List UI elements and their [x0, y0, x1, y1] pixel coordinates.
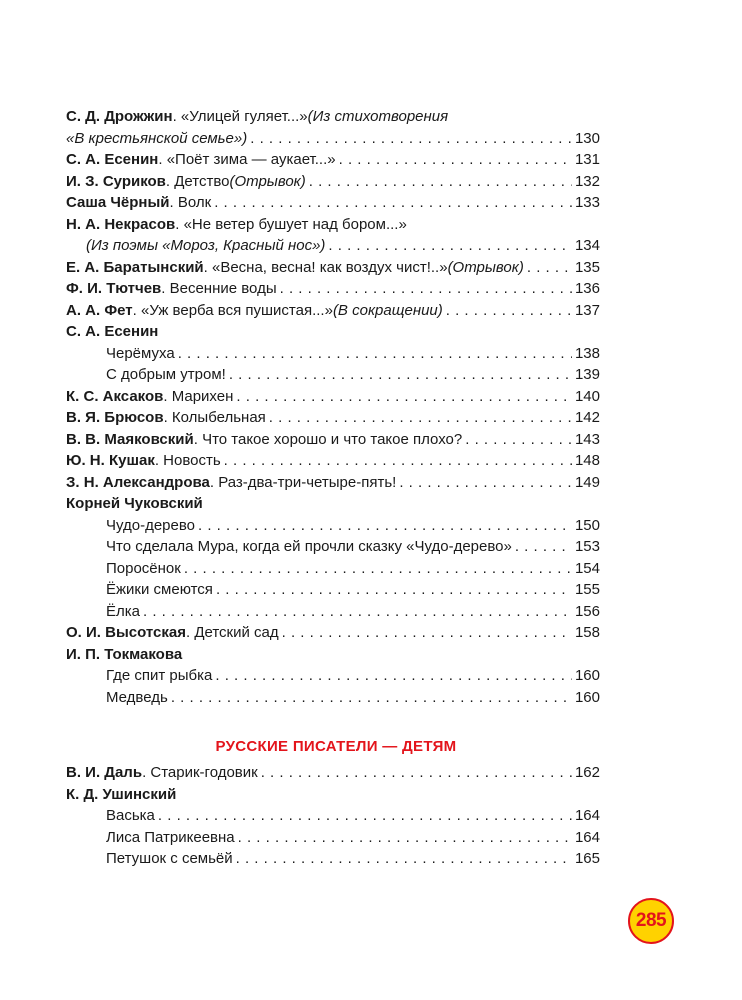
toc-entry [66, 536, 600, 558]
toc-entry [66, 257, 600, 279]
author-name: Корней Чуковский [66, 495, 203, 512]
dot-leader [309, 171, 572, 193]
dot-leader [399, 472, 572, 494]
title-text: Ёжики смеются [106, 581, 213, 598]
dot-leader [282, 622, 572, 644]
page-ref: 132 [574, 172, 600, 190]
toc-entry [66, 128, 600, 150]
toc-entry [66, 558, 600, 580]
title-text: . «Не ветер бушует над бором...» [175, 215, 407, 233]
dot-leader [229, 364, 572, 386]
page-ref: 162 [574, 764, 600, 781]
page-ref: 156 [574, 602, 600, 620]
page-ref: 134 [574, 237, 600, 254]
author-name: И. П. Токмакова [66, 645, 183, 663]
section-heading: РУССКИЕ ПИСАТЕЛИ — ДЕТЯМ [215, 738, 457, 755]
author-name: Ф. И. Тютчев [66, 280, 162, 297]
title-text: . «Уж верба вся пушистая...» [132, 301, 333, 319]
toc-entry [66, 171, 600, 193]
title-text: . Раз-два-три-четыре-пять! [209, 473, 397, 491]
title-text: Черёмуха [106, 344, 175, 362]
author-name: С. Д. Дрожжин [66, 108, 173, 125]
title-text: Где спит рыбка [106, 667, 213, 684]
page-ref: 135 [574, 258, 600, 276]
page-ref: 139 [574, 366, 600, 383]
toc-entry [66, 429, 600, 451]
page-ref: 154 [574, 559, 600, 577]
author-name: О. И. Высотская [66, 624, 186, 641]
title-text: . «Весна, весна! как воздух чист!..» [203, 258, 448, 276]
page-ref: 158 [574, 624, 600, 641]
dot-leader [171, 687, 572, 709]
title-text: . Марихен [163, 387, 234, 405]
author-name: Е. А. Баратынский [66, 258, 204, 276]
page-ref: 149 [574, 473, 600, 491]
title-text: . Детство [165, 172, 230, 190]
note-text: (В сокращении) [332, 301, 443, 319]
toc-entry [66, 214, 600, 236]
dot-leader [215, 665, 572, 687]
dot-leader [465, 429, 572, 451]
dot-leader [178, 343, 572, 365]
toc-entry [66, 472, 600, 494]
toc-entry [66, 687, 600, 709]
dot-leader [236, 848, 572, 870]
note-text: (Отрывок) [229, 172, 306, 190]
page-ref: 140 [574, 387, 600, 405]
page-ref: 138 [574, 344, 600, 362]
dot-leader [198, 515, 572, 537]
title-text: С добрым утром! [106, 366, 226, 383]
title-text: . «Улицей гуляет...» [172, 108, 308, 125]
author-name: С. А. Есенин [66, 151, 159, 168]
toc-entry [66, 235, 600, 257]
title-text: Что сделала Мура, когда ей прочли сказку «Чудо-дерево» [106, 538, 512, 555]
dot-leader [224, 450, 572, 472]
toc-entry [66, 149, 600, 171]
note-text: (Из поэмы «Мороз, Красный нос») [86, 237, 326, 254]
note-text: (Отрывок) [447, 258, 524, 276]
page-ref: 165 [574, 850, 600, 867]
page-ref: 130 [574, 129, 600, 147]
title-text: . Колыбельная [163, 409, 266, 426]
toc-entry [66, 321, 600, 343]
page-ref: 153 [574, 538, 600, 555]
page-ref: 155 [574, 581, 600, 598]
dot-leader [261, 762, 572, 784]
dot-leader [236, 386, 572, 408]
title-text: Медведь [106, 688, 168, 706]
page-ref: 160 [574, 667, 600, 684]
author-name: И. З. Суриков [66, 172, 166, 190]
note-text: «В крестьянской семье») [66, 129, 248, 147]
dot-leader [184, 558, 572, 580]
page-ref: 164 [574, 807, 600, 824]
dot-leader [214, 192, 572, 214]
title-text: . «Поёт зима — аукает...» [158, 151, 336, 168]
dot-leader [250, 128, 572, 150]
author-name: Н. А. Некрасов [66, 215, 176, 233]
toc-entry [66, 579, 600, 601]
note-text: (Из стихотворения [307, 108, 449, 125]
page-ref: 142 [574, 409, 600, 426]
title-text: . Что такое хорошо и что такое плохо? [193, 430, 463, 448]
toc-entry [66, 106, 600, 128]
dot-leader [515, 536, 572, 558]
author-name: В. И. Даль [66, 764, 143, 781]
page-ref: 150 [574, 516, 600, 534]
dot-leader [238, 827, 572, 849]
author-name: Саша Чёрный [66, 194, 170, 211]
page-ref: 148 [574, 452, 600, 469]
author-name: З. Н. Александрова [66, 473, 210, 491]
toc-entry [66, 364, 600, 386]
toc-entry [66, 343, 600, 365]
page-number: 285 [635, 910, 667, 931]
toc-entry [66, 493, 600, 515]
toc-entry [66, 665, 600, 687]
page-ref: 136 [574, 280, 600, 297]
toc-entry [66, 762, 600, 784]
page-ref: 133 [574, 194, 600, 211]
toc-entry [66, 827, 600, 849]
dot-leader [216, 579, 572, 601]
author-name: С. А. Есенин [66, 323, 159, 340]
dot-leader [339, 149, 572, 171]
author-name: К. С. Аксаков [66, 387, 164, 405]
toc-entry [66, 278, 600, 300]
title-text: . Новость [154, 452, 221, 469]
page-ref: 137 [574, 301, 600, 319]
toc-entry [66, 622, 600, 644]
toc-entry [66, 848, 600, 870]
toc-entry [66, 192, 600, 214]
title-text: Петушок с семьёй [106, 850, 233, 867]
toc-entry [66, 644, 600, 666]
page-ref: 143 [574, 430, 600, 448]
author-name: К. Д. Ушинский [66, 785, 177, 803]
title-text: Васька [106, 807, 155, 824]
section-spacer [66, 708, 600, 732]
title-text: . Весенние воды [161, 280, 277, 297]
toc-entry [66, 386, 600, 408]
toc-entry [66, 515, 600, 537]
dot-leader [328, 235, 572, 257]
toc-entry [66, 601, 600, 623]
toc-entry [66, 407, 600, 429]
page-ref: 131 [574, 151, 600, 168]
dot-leader [527, 257, 572, 279]
toc-entry [66, 450, 600, 472]
title-text: Чудо-дерево [106, 516, 196, 534]
title-text: Поросёнок [106, 559, 181, 577]
author-name: А. А. Фет [66, 301, 133, 319]
page-ref: 160 [574, 688, 600, 706]
dot-leader [158, 805, 572, 827]
title-text: . Волк [169, 194, 212, 211]
dot-leader [446, 300, 572, 322]
author-name: В. Я. Брюсов [66, 409, 164, 426]
dot-leader [269, 407, 572, 429]
table-of-contents [66, 106, 600, 870]
toc-entry [66, 784, 600, 806]
author-name: Ю. Н. Кушак [66, 452, 155, 469]
title-text: Ёлка [106, 602, 140, 620]
toc-entry [66, 300, 600, 322]
page-ref: 164 [574, 828, 600, 846]
page-number-badge [628, 898, 674, 944]
dot-leader [143, 601, 572, 623]
author-name: В. В. Маяковский [66, 430, 194, 448]
title-text: Лиса Патрикеевна [106, 828, 235, 846]
dot-leader [280, 278, 572, 300]
toc-entry [66, 805, 600, 827]
title-text: . Детский сад [186, 624, 279, 641]
title-text: . Старик-годовик [142, 764, 258, 781]
